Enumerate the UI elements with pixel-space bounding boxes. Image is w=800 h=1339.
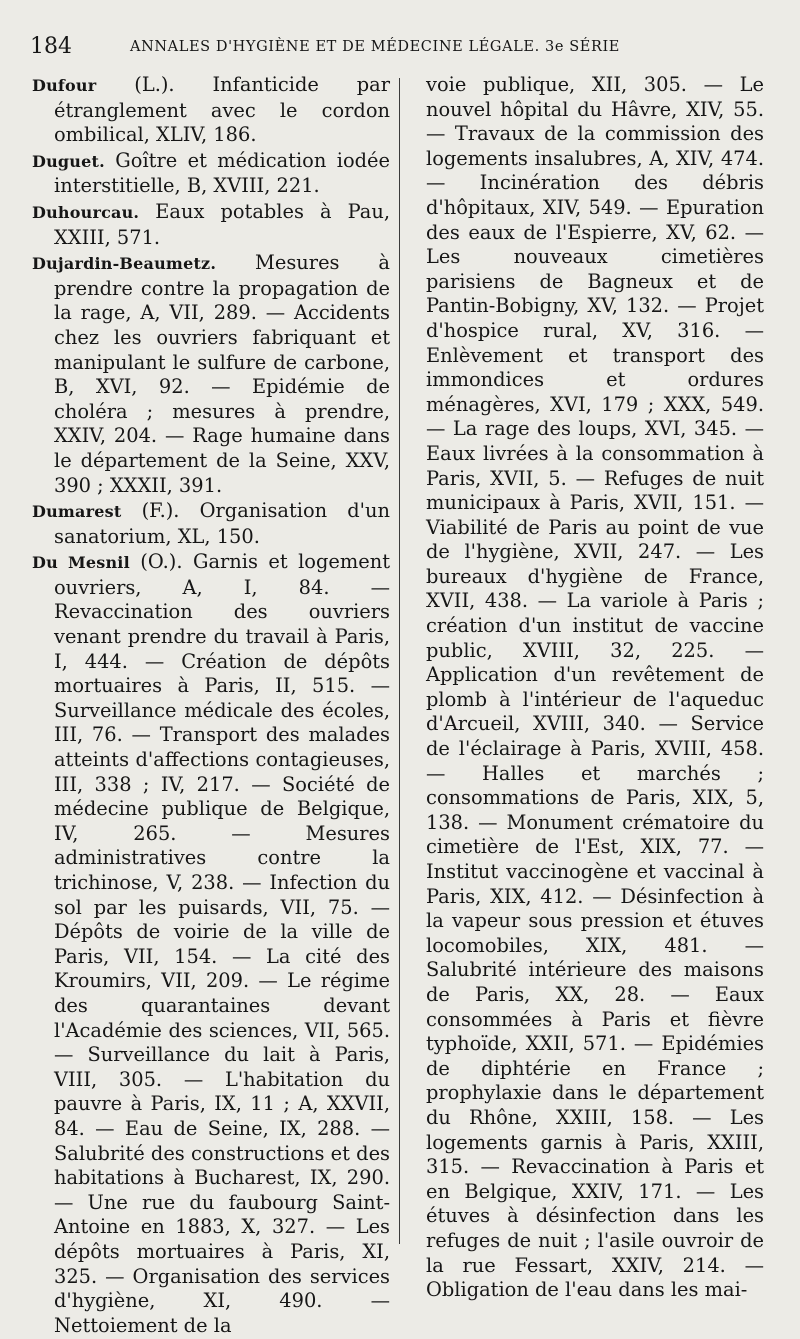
entry-text: (L.). Infanticide par étranglement avec le cordon ombilical, XLIV, 186.: [54, 73, 390, 147]
running-title: ANNALES D'HYGIÈNE ET DE MÉDECINE LÉGALE. 3e SÉRIE: [130, 39, 620, 55]
page-header: [30, 34, 770, 64]
right-column: [426, 73, 764, 1303]
entry-name: Duguet.: [32, 151, 105, 171]
index-entry: [32, 251, 390, 498]
entry-name: Dujardin-Beaumetz.: [32, 254, 217, 274]
index-entry: [32, 200, 390, 250]
left-column: [32, 73, 390, 1339]
entry-text: Mesures à prendre contre la propagation de la rage, A, VII, 289. — Accidents chez les ouvriers fabriquant et manipulant le sulfure de carbone, B, XVI, 92. — Epidémie de choléra ; mesures à prendre, XXIV, 204. — Rage humaine dans le département de la Seine, XXV, 390 ; XXXII, 391.: [54, 251, 390, 497]
entry-name: Du Mesnil: [32, 553, 130, 573]
entry-name: Dumarest: [32, 502, 122, 522]
index-entry: [32, 149, 390, 199]
entry-text: Goître et médication iodée interstitielle, B, XVIII, 221.: [54, 148, 390, 198]
index-entry: [32, 73, 390, 148]
entry-text: (O.). Garnis et logement ouvriers, A, I, 84. — Revaccination des ouvriers venant prendre du travail à Paris, I, 444. — Création de dépôts mortuaires à Paris, II, 515. — Surveillance médicale des écoles, III, 76. — Transport des malades atteints d'affections contagieuses, III, 338 ; IV, 217. — Société de médecine publique de Belgique, IV, 265. — Mesures administratives contre la trichinose, V, 238. — Infection du sol par les puisards, VII, 75. — Dépôts de voirie de la ville de Paris, VII, 154. — La cité des Kroumirs, VII, 209. — Le régime des quarantaines devant l'Académie des sciences, VII, 565. — Surveillance du lait à Paris, VIII, 305. — L'habitation du pauvre à Paris, IX, 11 ; A, XXVII, 84. — Eau de Seine, IX, 288. — Salubrité des constructions et des habitations à Bucharest, IX, 290. — Une rue du faubourg Saint-Antoine en 1883, X, 327. — Les dépôts mortuaires à Paris, XI, 325. — Organisation des services d'hygiène, XI, 490. — Nettoiement de la: [54, 550, 390, 1337]
index-entry: [32, 550, 390, 1338]
entry-text: (F.). Organisation d'un sanatorium, XL, 150.: [54, 499, 390, 548]
column-divider: [399, 78, 400, 1244]
entry-text: Eaux potables à Pau, XXIII, 571.: [54, 199, 390, 249]
entry-name: Duhourcau.: [32, 202, 140, 222]
page-number: 184: [30, 34, 72, 59]
index-entry: [32, 499, 390, 549]
continued-entry-text: voie publique, XII, 305. — Le nouvel hôpital du Hâvre, XIV, 55. — Travaux de la commission des logements insalubres, A, XIV, 474. — Incinération des débris d'hôpitaux, XIV, 549. — Epuration des eaux de l'Espierre, XV, 62. — Les nouveaux cimetières parisiens de Bagneux et de Pantin-Bobigny, XV, 132. — Projet d'hospice rural, XV, 316. — Enlèvement et transport des immondices et ordures ménagères, XVI, 179 ; XXX, 549. — La rage des loups, XVI, 345. — Eaux livrées à la consommation à Paris, XVII, 5. — Refuges de nuit municipaux à Paris, XVII, 151. — Viabilité de Paris au point de vue de l'hygiène, XVII, 247. — Les bureaux d'hygiène de France, XVII, 438. — La variole à Paris ; création d'un institut de vaccine public, XVIII, 32, 225. — Application d'un revêtement de plomb à l'intérieur de l'aqueduc d'Arcueil, XVIII, 340. — Service de l'éclairage à Paris, XVIII, 458. — Halles et marchés ; consommations de Paris, XIX, 5, 138. — Monument crématoire du cimetière de l'Est, XIX, 77. — Institut vaccinogène et vaccinal à Paris, XIX, 412. — Désinfection à la vapeur sous pression et étuves locomobiles, XIX, 481. — Salubrité intérieure des maisons de Paris, XX, 28. — Eaux consommées à Paris et fièvre typhoïde, XXII, 571. — Epidémies de diphtérie en France ; prophylaxie dans le département du Rhône, XXIII, 158. — Les logements garnis à Paris, XXIII, 315. — Revaccination à Paris et en Belgique, XXIV, 171. — Les étuves à désinfection dans les refuges de nuit ; l'asile ouvroir de la rue Fessart, XXIV, 214. — Obligation de l'eau dans les mai-: [426, 73, 764, 1302]
entry-name: Dufour: [32, 76, 97, 95]
